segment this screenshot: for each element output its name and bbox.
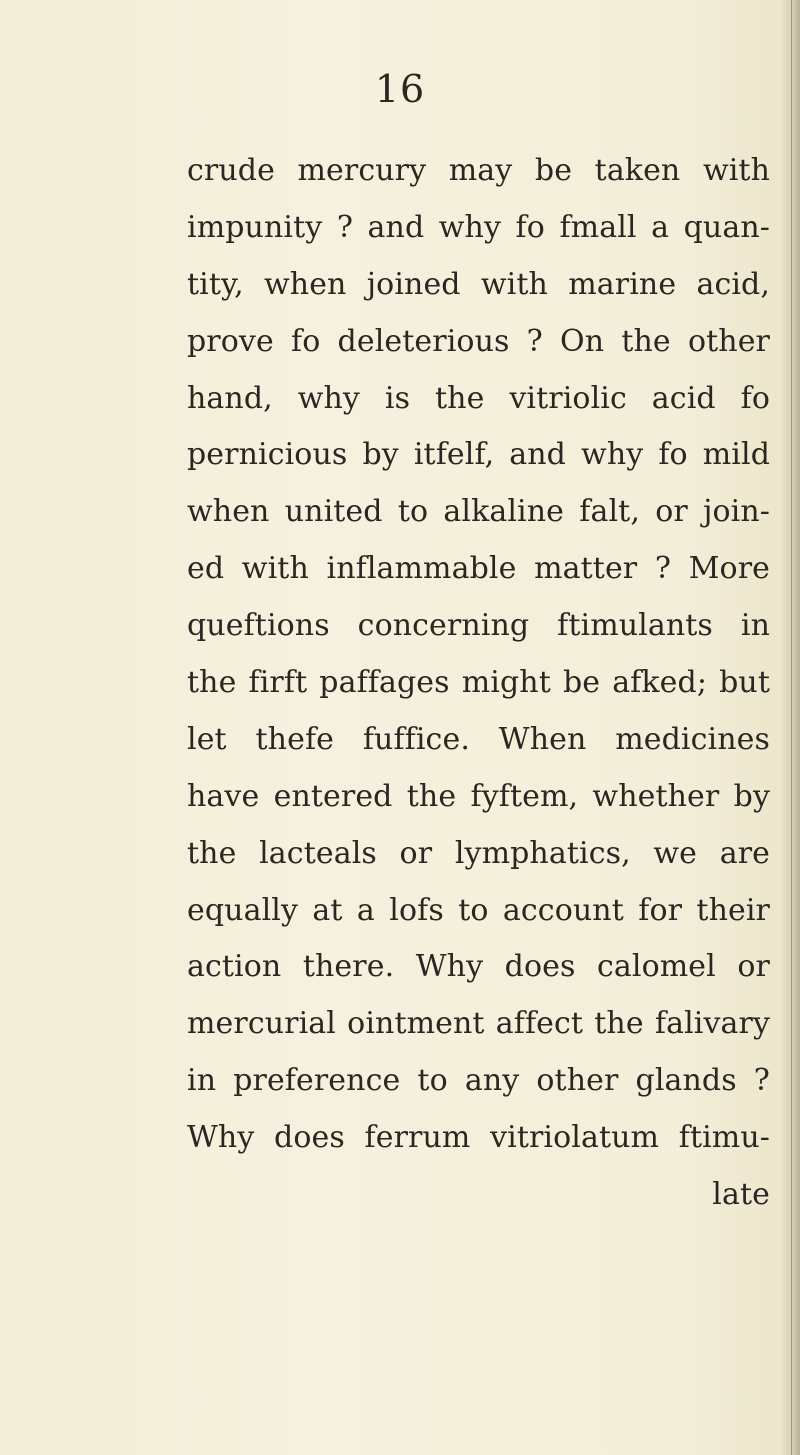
text-line: equally at a lofs to account for their	[187, 892, 770, 928]
text-line: queftions concerning ftimulants in	[187, 608, 770, 644]
text-line: pernicious by itfelf, and why fo mild	[187, 437, 770, 473]
catchword: late	[712, 1177, 770, 1213]
page-number: 16	[374, 67, 426, 111]
text-line: impunity ? and why fo fmall a quan-	[187, 209, 770, 245]
text-line: mercurial ointment affect the falivary	[187, 1006, 770, 1042]
text-line: tity, when joined with marine acid,	[187, 266, 770, 302]
text-line: prove fo deleterious ? On the other	[187, 323, 770, 359]
text-line: the lacteals or lymphatics, we are	[187, 835, 770, 871]
page-edge-shadow	[780, 0, 800, 1455]
text-line: in preference to any other glands ?	[187, 1063, 770, 1099]
text-line: hand, why is the vitriolic acid fo	[187, 380, 770, 416]
text-line: let thefe fuffice. When medicines	[187, 721, 770, 757]
text-line: action there. Why does calomel or	[187, 949, 770, 985]
text-line: crude mercury may be taken with	[187, 153, 770, 188]
text-line: when united to alkaline falt, or join-	[187, 494, 770, 530]
text-line: Why does ferrum vitriolatum ftimu-	[187, 1120, 770, 1156]
text-line: have entered the fyftem, whether by	[187, 778, 770, 814]
body-text	[187, 143, 770, 1224]
page-edge-line	[791, 0, 792, 1455]
text-line: ed with inflammable matter ? More	[187, 551, 770, 587]
text-line: the firft paffages might be afked; but	[187, 665, 770, 701]
